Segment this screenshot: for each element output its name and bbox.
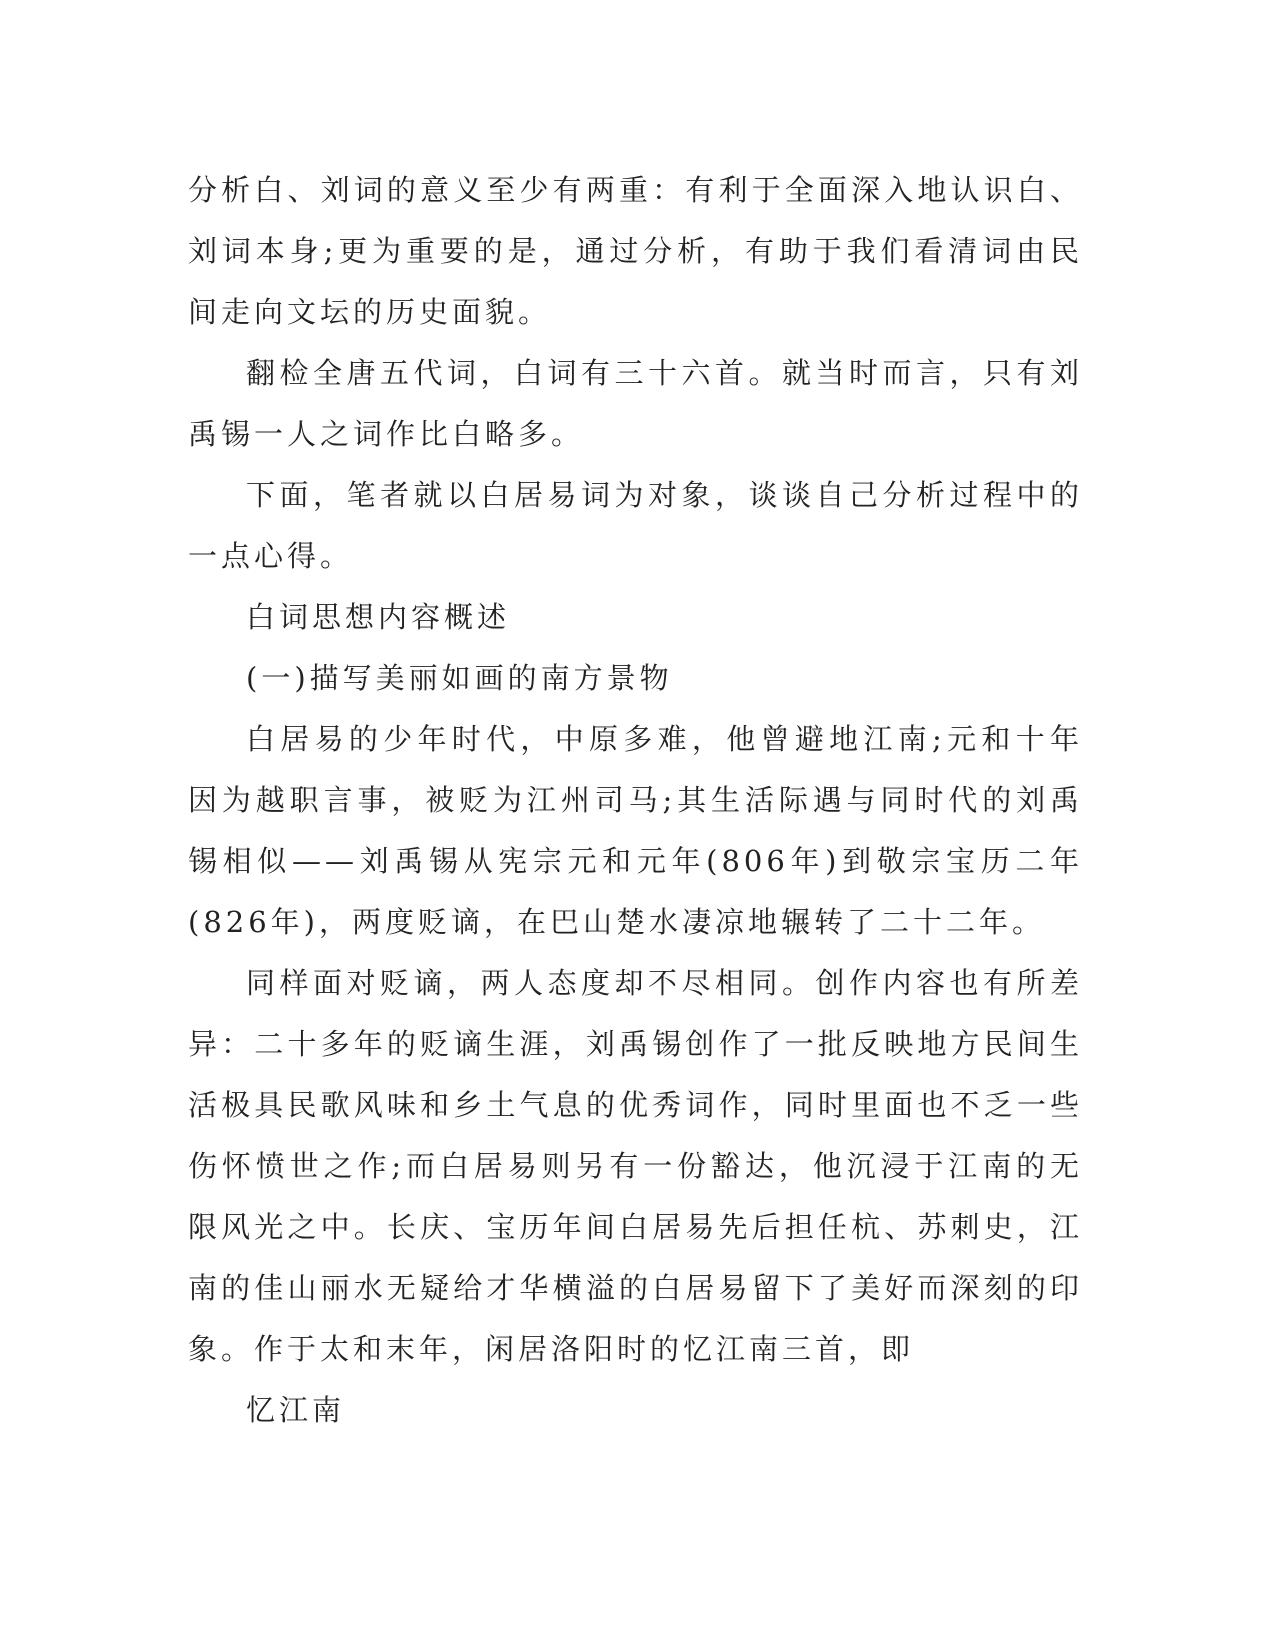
paragraph-intro: 下面，笔者就以白居易词为对象，谈谈自己分析过程中的一点心得。 (188, 478, 1083, 573)
document-body (188, 160, 1083, 1441)
subsection-heading: (一)描写美丽如画的南方景物 (246, 661, 673, 695)
paragraph-comparison: 同样面对贬谪，两人态度却不尽相同。创作内容也有所差异：二十多年的贬谪生涯，刘禹锡创作了一批反映地方民间生活极具民歌风味和乡土气息的优秀词作，同时里面也不乏一些伤怀愤世之作;而白居易则另有一份豁达，他沉浸于江南的无限风光之中。长庆、宝历年间白居易先后担任杭、苏刺史，江南的佳山丽水无疑给才华横溢的白居易留下了美好而深刻的印象。作于太和末年，闲居洛阳时的忆江南三首，即 (188, 966, 1083, 1366)
paragraph-significance: 分析白、刘词的意义至少有两重：有利于全面深入地认识白、刘词本身;更为重要的是，通过分析，有助于我们看清词由民间走向文坛的历史面貌。 (188, 173, 1083, 329)
paragraph-word-count: 翻检全唐五代词，白词有三十六首。就当时而言，只有刘禹锡一人之词作比白略多。 (188, 356, 1083, 451)
paragraph-biography: 白居易的少年时代，中原多难，他曾避地江南;元和十年因为越职言事，被贬为江州司马;其生活际遇与同时代的刘禹锡相似——刘禹锡从宪宗元和元年(806年)到敬宗宝历二年(826年)，两度贬谪，在巴山楚水凄凉地辗转了二十二年。 (188, 722, 1083, 939)
poem-title: 忆江南 (246, 1393, 346, 1427)
section-heading: 白词思想内容概述 (246, 600, 511, 634)
